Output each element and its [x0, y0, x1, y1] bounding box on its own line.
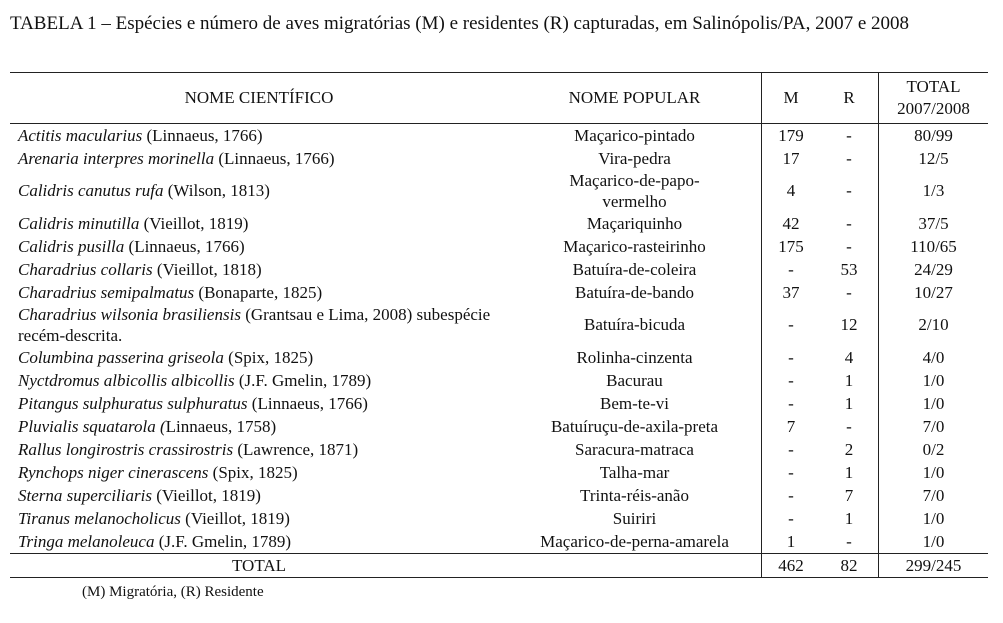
m-cell: - [762, 369, 821, 392]
scientific-name: Rynchops niger cinerascens [18, 462, 209, 482]
table-row [10, 170, 988, 212]
total-cell: 7/0 [879, 415, 989, 438]
scientific-name: Calidris canutus rufa [18, 181, 164, 200]
scientific-name: Calidris minutilla [18, 213, 140, 233]
species-author: Linnaeus, 1758) [165, 416, 277, 436]
header-m: M [762, 73, 821, 124]
scientific-name-cell [10, 170, 508, 212]
popular-name-cell: Suiriri [612, 508, 657, 528]
scientific-name: Calidris pusilla [18, 236, 125, 256]
scientific-name-cell [10, 530, 508, 554]
header-total-line1: TOTAL [906, 77, 961, 96]
species-author: (Wilson, 1813) [163, 181, 270, 200]
scientific-name-cell [10, 235, 508, 258]
scientific-name-cell [10, 304, 508, 346]
table-row [10, 530, 988, 554]
r-cell: 12 [840, 315, 858, 334]
r-cell: 1 [844, 370, 854, 390]
r-cell: 1 [844, 462, 854, 482]
scientific-name-cell [10, 461, 508, 484]
r-cell: - [846, 531, 852, 551]
m-cell: 175 [762, 235, 821, 258]
r-cell: 53 [840, 259, 858, 279]
m-cell: - [762, 392, 821, 415]
r-cell: 7 [844, 485, 854, 505]
table-row [10, 392, 988, 415]
total-cell: 0/2 [879, 438, 989, 461]
table-row [10, 415, 988, 438]
table-row [10, 147, 988, 170]
table-row [10, 484, 988, 507]
species-author: (Grantsau e Lima, 2008) subespécie recém-descrita. [18, 305, 491, 345]
popular-name-cell: Batuíra-de-coleira [572, 259, 697, 279]
header-row [10, 73, 988, 124]
r-cell: 1 [844, 393, 854, 413]
scientific-name: Columbina passerina griseola [18, 347, 224, 367]
popular-name-cell: Maçarico-rasteirinho [563, 236, 706, 256]
total-m: 462 [762, 554, 821, 578]
total-r: 82 [820, 554, 879, 578]
species-author: (Vieillot, 1819) [139, 213, 249, 233]
popular-name-cell: Maçarico-de-papo-vermelho [569, 171, 700, 211]
species-author: (Spix, 1825) [208, 462, 298, 482]
r-cell: - [846, 181, 852, 200]
total-cell: 10/27 [879, 281, 989, 304]
popular-name-cell: Bacurau [606, 370, 663, 390]
scientific-name-cell [10, 415, 508, 438]
m-cell: - [762, 484, 821, 507]
table-row [10, 507, 988, 530]
total-cell: 1/3 [879, 170, 989, 212]
table-row [10, 304, 988, 346]
scientific-name-cell [10, 124, 508, 148]
species-author: (Vieillot, 1818) [152, 259, 262, 279]
total-cell: 110/65 [879, 235, 989, 258]
m-cell: 4 [762, 170, 821, 212]
r-cell: 2 [844, 439, 854, 459]
popular-name-cell: Talha-mar [599, 462, 670, 482]
species-author: (Vieillot, 1819) [180, 508, 290, 528]
total-cell: 24/29 [879, 258, 989, 281]
header-scientific-name: NOME CIENTÍFICO [10, 73, 508, 124]
table-row [10, 461, 988, 484]
total-cell: 1/0 [879, 369, 989, 392]
popular-name-cell: Maçarico-de-perna-amarela [540, 531, 729, 551]
scientific-name-cell [10, 147, 508, 170]
r-cell: - [846, 213, 852, 233]
scientific-name: Charadrius collaris [18, 259, 153, 279]
species-author: (Linnaeus, 1766) [214, 148, 335, 168]
r-cell: 4 [844, 347, 854, 367]
popular-name-cell: Maçarico-pintado [574, 125, 695, 145]
r-cell: - [846, 416, 852, 436]
m-cell: - [762, 258, 821, 281]
species-author: (Linnaeus, 1766) [142, 125, 263, 145]
popular-name-cell: Batuíra-de-bando [575, 282, 694, 302]
species-author: (Vieillot, 1819) [151, 485, 261, 505]
scientific-name-cell [10, 484, 508, 507]
header-total [879, 73, 989, 124]
m-cell: 37 [762, 281, 821, 304]
m-cell: 42 [762, 212, 821, 235]
footnote: (M) Migratória, (R) Residente [82, 584, 264, 600]
total-cell: 80/99 [879, 124, 989, 148]
r-cell: - [846, 125, 852, 145]
popular-name-cell: Batuíra-bicuda [583, 315, 685, 334]
scientific-name-cell [10, 258, 508, 281]
m-cell: 1 [762, 530, 821, 554]
m-cell: - [762, 507, 821, 530]
scientific-name: Charadrius wilsonia brasiliensis [18, 305, 241, 324]
species-author: (J.F. Gmelin, 1789) [234, 370, 372, 390]
m-cell: - [762, 304, 821, 346]
scientific-name-cell [10, 392, 508, 415]
scientific-name-cell [10, 281, 508, 304]
scientific-name-cell [10, 438, 508, 461]
total-total: 299/245 [879, 554, 989, 578]
scientific-name: Tringa melanoleuca [18, 531, 155, 551]
total-cell: 4/0 [879, 346, 989, 369]
total-cell: 1/0 [879, 392, 989, 415]
table-row [10, 124, 988, 148]
header-total-line2: 2007/2008 [897, 99, 970, 118]
total-cell: 7/0 [879, 484, 989, 507]
header-popular-name: NOME POPULAR [508, 73, 762, 124]
species-author: (Lawrence, 1871) [233, 439, 359, 459]
total-empty-cell [508, 554, 762, 578]
table-caption: TABELA 1 – Espécies e número de aves migratórias (M) e residentes (R) capturadas, em Salinópolis/PA, 2007 e 2008 [10, 13, 910, 34]
scientific-name-cell [10, 507, 508, 530]
species-author: (Bonaparte, 1825) [194, 282, 323, 302]
scientific-name: Tiranus melanocholicus [18, 508, 181, 528]
total-cell: 1/0 [879, 530, 989, 554]
scientific-name-cell [10, 369, 508, 392]
table-row [10, 346, 988, 369]
total-cell: 1/0 [879, 461, 989, 484]
scientific-name: Rallus longirostris crassirostris [18, 439, 234, 459]
r-cell: 1 [844, 508, 854, 528]
species-author: (Spix, 1825) [223, 347, 314, 367]
popular-name-cell: Bem-te-vi [600, 393, 669, 413]
table-row [10, 258, 988, 281]
scientific-name-cell [10, 346, 508, 369]
table-row [10, 212, 988, 235]
r-cell: - [846, 282, 852, 302]
header-r: R [820, 73, 879, 124]
scientific-name: Pitangus sulphuratus sulphuratus [18, 393, 248, 413]
total-cell: 2/10 [879, 304, 989, 346]
m-cell: 17 [762, 147, 821, 170]
scientific-name: Charadrius semipalmatus [18, 282, 195, 302]
popular-name-cell: Trinta-réis-anão [580, 485, 689, 505]
scientific-name: Pluvialis squatarola ( [18, 416, 166, 436]
species-author: (Linnaeus, 1766) [247, 393, 368, 413]
total-cell: 37/5 [879, 212, 989, 235]
r-cell: - [846, 236, 852, 256]
table-body [10, 124, 988, 554]
m-cell: 179 [762, 124, 821, 148]
popular-name-cell: Batuíruçu-de-axila-preta [550, 416, 719, 436]
table-row [10, 235, 988, 258]
table-row [10, 369, 988, 392]
popular-name-cell: Saracura-matraca [575, 439, 694, 459]
total-cell: 1/0 [879, 507, 989, 530]
m-cell: 7 [762, 415, 821, 438]
scientific-name: Sterna superciliaris [18, 485, 152, 505]
total-label: TOTAL [10, 554, 508, 578]
m-cell: - [762, 461, 821, 484]
m-cell: - [762, 438, 821, 461]
popular-name-cell: Maçariquinho [586, 213, 683, 233]
species-table [10, 72, 988, 578]
species-author: (J.F. Gmelin, 1789) [154, 531, 291, 551]
scientific-name-cell [10, 212, 508, 235]
scientific-name: Nyctdromus albicollis albicollis [18, 370, 235, 390]
scientific-name: Actitis macularius [18, 125, 143, 145]
total-cell: 12/5 [879, 147, 989, 170]
total-row [10, 554, 988, 578]
table-row [10, 281, 988, 304]
m-cell: - [762, 346, 821, 369]
table-row [10, 438, 988, 461]
popular-name-cell: Vira-pedra [598, 148, 671, 168]
popular-name-cell: Rolinha-cinzenta [576, 347, 693, 367]
species-author: (Linnaeus, 1766) [124, 236, 245, 256]
r-cell: - [846, 148, 852, 168]
scientific-name: Arenaria interpres morinella [18, 148, 215, 168]
